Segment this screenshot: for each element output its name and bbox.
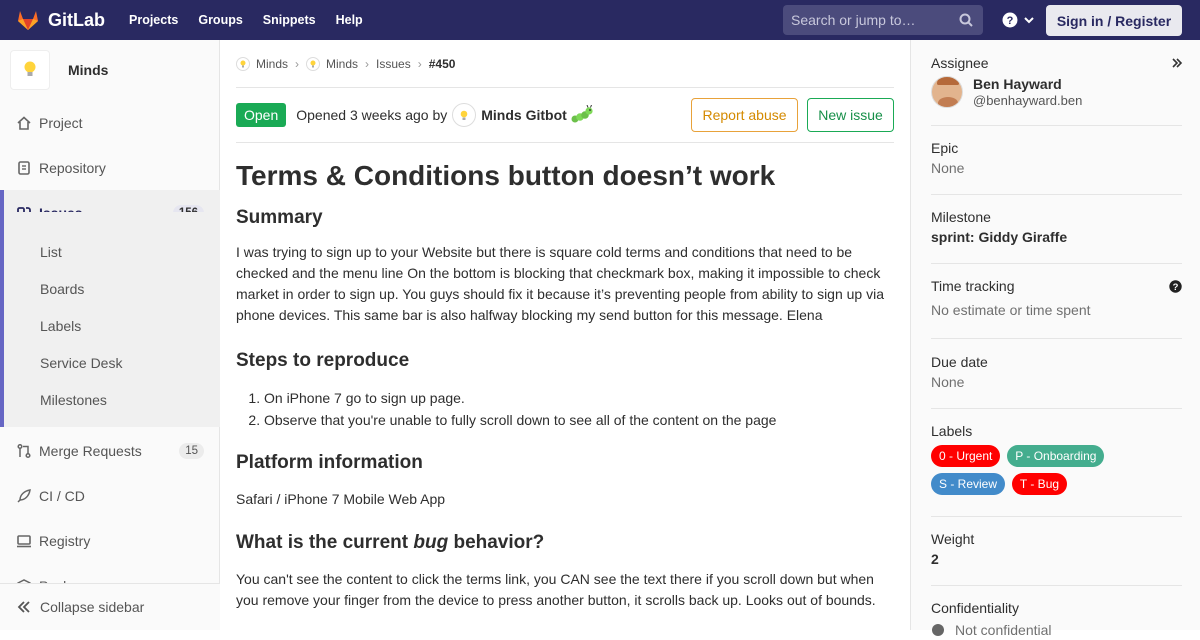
breadcrumb-separator: › xyxy=(295,56,300,71)
opened-text: Opened 3 weeks ago by xyxy=(296,107,448,123)
issue-main xyxy=(236,40,894,611)
nav-projects-link[interactable]: Projects xyxy=(129,13,179,27)
breadcrumb-item: Minds xyxy=(326,56,359,71)
time-tracking-title: Time tracking xyxy=(931,278,1015,294)
breadcrumb-current[interactable]: #450 xyxy=(428,56,456,71)
project-avatar xyxy=(10,50,50,90)
epic-title: Epic xyxy=(931,140,959,156)
project-name: Minds xyxy=(68,62,109,78)
bug-heading-pre: What is the current xyxy=(236,532,414,553)
report-abuse-button[interactable]: Report abuse xyxy=(691,98,798,132)
svg-text:?: ? xyxy=(1172,282,1179,293)
question-icon xyxy=(1002,12,1018,28)
steps-list xyxy=(264,387,894,431)
epic-block xyxy=(931,140,1182,195)
top-nav-links xyxy=(129,13,383,27)
summary-text: I was trying to sign up to your Website but there is square cold terms and conditions that need to be checked and the menu line On the bottom is blocking that checkmark box, making it impossible to check market in order to sign up. You guys should fix it because it’s preventing people from ability to sign up via phone devices. This same bar is also halfway blocking my send button for this message. Elena xyxy=(236,244,885,323)
eye-icon xyxy=(931,623,945,637)
collapse-sidebar-button[interactable] xyxy=(0,583,220,630)
weight-value: 2 xyxy=(931,551,939,567)
assignee-block xyxy=(931,55,1182,126)
sidebar-item-registry[interactable] xyxy=(0,518,220,563)
confidentiality-value: Not confidential xyxy=(955,622,1052,638)
weight-block xyxy=(931,531,1182,586)
registry-icon xyxy=(16,533,32,549)
submenu-item-milestones[interactable]: Milestones xyxy=(40,392,107,408)
breadcrumb-item: Minds xyxy=(256,56,289,71)
sidebar-item-label: CI / CD xyxy=(39,487,85,504)
submenu-item-list[interactable]: List xyxy=(40,244,62,260)
confidentiality-title: Confidentiality xyxy=(931,600,1019,616)
issues-submenu xyxy=(0,212,220,427)
nav-help-link[interactable]: Help xyxy=(335,13,363,27)
bug-heading-post: behavior? xyxy=(448,532,545,553)
due-date-block xyxy=(931,354,1182,409)
author-avatar[interactable] xyxy=(452,103,476,127)
new-issue-button[interactable]: New issue xyxy=(807,98,894,132)
question-circle-icon[interactable] xyxy=(1169,280,1182,293)
bug-heading-em: bug xyxy=(413,532,449,553)
home-icon xyxy=(16,115,32,131)
sidebar-item-repository[interactable] xyxy=(0,145,220,190)
confidentiality-value-row xyxy=(931,622,1182,638)
nav-groups-link[interactable]: Groups xyxy=(198,13,243,27)
time-tracking-value: No estimate or time spent xyxy=(931,302,1091,318)
labels-list xyxy=(931,445,1182,501)
weight-title: Weight xyxy=(931,531,975,547)
breadcrumb xyxy=(236,40,894,88)
issue-title: Terms & Conditions button doesn’t work xyxy=(236,160,776,191)
label-onboarding[interactable]: P - Onboarding xyxy=(1007,445,1104,467)
search-input[interactable] xyxy=(783,5,983,35)
search-placeholder: Search or jump to… xyxy=(791,12,916,28)
assignee-user[interactable] xyxy=(931,76,1182,108)
sidebar-item-label: Merge Requests xyxy=(39,442,142,459)
steps-heading: Steps to reproduce xyxy=(236,350,410,371)
merge-icon xyxy=(16,443,32,459)
right-sidebar xyxy=(910,40,1200,638)
help-dropdown-button[interactable] xyxy=(1002,12,1035,28)
list-item: 1. On iPhone 7 go to sign up page. xyxy=(264,387,894,409)
bug-heading xyxy=(236,532,894,554)
labels-title: Labels xyxy=(931,423,973,439)
sidebar-item-project[interactable] xyxy=(0,100,220,145)
nav-snippets-link[interactable]: Snippets xyxy=(262,13,316,27)
milestone-block xyxy=(931,209,1182,264)
sidebar-item-label: Registry xyxy=(39,532,91,549)
label-bug[interactable]: T - Bug xyxy=(1012,473,1067,495)
author-name[interactable]: Minds Gitbot xyxy=(481,107,567,123)
double-chevron-left-icon xyxy=(16,600,32,614)
rocket-icon xyxy=(16,488,32,504)
project-header[interactable] xyxy=(0,40,219,100)
labels-block xyxy=(931,423,1182,517)
sidebar-item-ci-cd[interactable] xyxy=(0,473,220,518)
epic-value: None xyxy=(931,160,965,176)
gitlab-home-link[interactable] xyxy=(16,8,105,32)
caterpillar-icon xyxy=(571,105,593,125)
assignee-title: Assignee xyxy=(931,55,989,71)
gitlab-logo-icon xyxy=(16,8,40,32)
submenu-item-boards[interactable]: Boards xyxy=(40,281,85,297)
sidebar-item-merge-requests[interactable] xyxy=(0,428,220,473)
lightbulb-icon xyxy=(22,60,38,80)
bug-text: You can't see the content to click the terms link, you CAN see the text there if you scroll down but when you remove your finger from the device to press another button, it scrolls back up. Looks out of bounds. xyxy=(236,571,876,608)
sign-in-button[interactable]: Sign in / Register xyxy=(1046,5,1182,36)
sidebar-item-label: Project xyxy=(39,114,83,131)
assignee-handle: @benhayward.ben xyxy=(973,93,1083,108)
label-review[interactable]: S - Review xyxy=(931,473,1005,495)
assignee-name: Ben Hayward xyxy=(973,76,1062,92)
confidentiality-block xyxy=(931,600,1182,640)
lightbulb-icon xyxy=(460,110,468,121)
time-tracking-block xyxy=(931,278,1182,339)
list-item: 2. Observe that you're unable to fully scroll down to see all of the content on the page xyxy=(264,409,894,431)
brand-name: GitLab xyxy=(48,9,105,30)
issue-author-info xyxy=(296,103,593,127)
left-sidebar xyxy=(0,40,220,630)
status-badge: Open xyxy=(236,103,286,127)
submenu-item-service-desk[interactable]: Service Desk xyxy=(40,355,123,371)
issue-header xyxy=(236,88,894,143)
merge-requests-count-badge: 15 xyxy=(179,443,204,459)
top-navbar xyxy=(0,0,1200,40)
breadcrumb-issues[interactable]: Issues xyxy=(376,56,411,71)
due-date-value: None xyxy=(931,374,965,390)
summary-heading: Summary xyxy=(236,207,323,228)
breadcrumb-project[interactable] xyxy=(306,57,358,71)
breadcrumb-group[interactable] xyxy=(236,57,288,71)
chevron-down-icon xyxy=(1023,14,1035,26)
label-urgent[interactable]: 0 - Urgent xyxy=(931,445,1000,467)
doc-icon xyxy=(16,160,32,176)
milestone-title: Milestone xyxy=(931,209,991,225)
breadcrumb-separator: › xyxy=(417,56,422,71)
lightbulb-icon xyxy=(236,57,250,71)
due-date-title: Due date xyxy=(931,354,988,370)
lightbulb-icon xyxy=(306,57,320,71)
submenu-item-labels[interactable]: Labels xyxy=(40,318,82,334)
breadcrumb-separator: › xyxy=(365,56,370,71)
platform-text: Safari / iPhone 7 Mobile Web App xyxy=(236,491,446,507)
platform-heading: Platform information xyxy=(236,452,423,473)
milestone-value[interactable]: sprint: Giddy Giraffe xyxy=(931,229,1068,245)
svg-text:?: ? xyxy=(1006,15,1014,27)
sidebar-item-label: Repository xyxy=(39,159,106,176)
avatar xyxy=(931,76,963,108)
collapse-sidebar-label: Collapse sidebar xyxy=(40,599,145,615)
search-icon xyxy=(959,13,973,27)
